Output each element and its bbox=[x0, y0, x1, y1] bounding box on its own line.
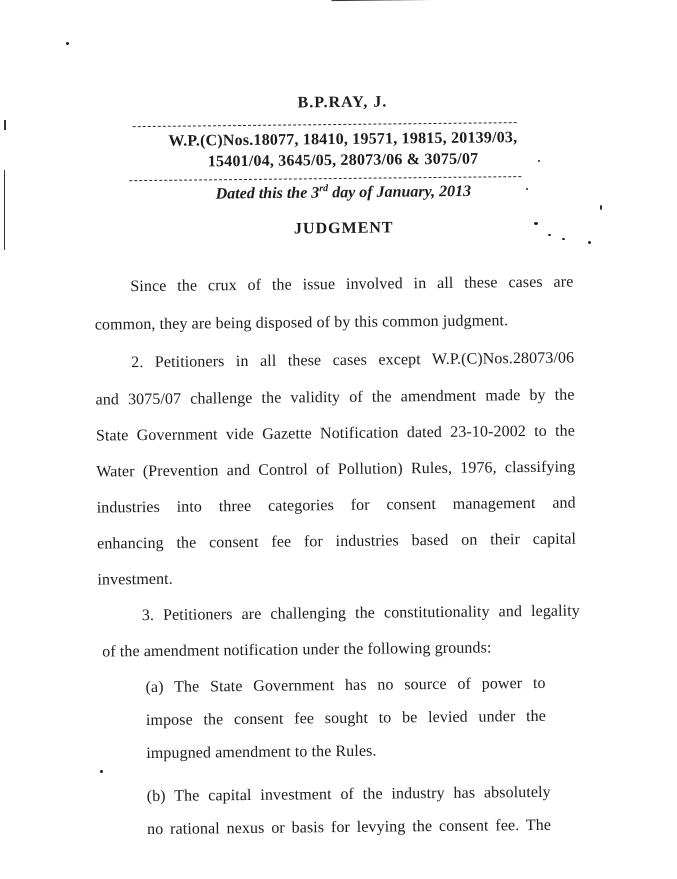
scan-speck bbox=[538, 160, 540, 162]
paragraph-2-line: industries into three categories for consent management and bbox=[96, 494, 576, 517]
judge-name: B.P.RAY, J. bbox=[297, 93, 388, 112]
scan-speck bbox=[600, 205, 602, 210]
paragraph-3-line: of the amendment notification under the following grounds: bbox=[102, 639, 492, 661]
scan-mark bbox=[4, 170, 5, 250]
paragraph-3-line: 3. Petitioners are challenging the constitutionality and legality bbox=[141, 602, 580, 625]
scan-speck bbox=[526, 188, 528, 190]
paragraph-2-line: Water (Prevention and Control of Pollution) Rules, 1976, classifying bbox=[96, 458, 576, 481]
case-numbers-line-1: W.P.(C)Nos.18077, 18410, 19571, 19815, 20139/03, bbox=[168, 129, 518, 150]
ground-a-line: (a) The State Government has no source of power to bbox=[145, 674, 546, 697]
ground-a-line: impugned amendment to the Rules. bbox=[146, 742, 377, 763]
ground-b-line: (b) The capital investment of the industry has absolutely bbox=[146, 783, 551, 806]
scan-speck bbox=[548, 234, 551, 236]
paragraph-1-line: Since the crux of the issue involved in all these cases are bbox=[130, 273, 574, 296]
paragraph-1-line: common, they are being disposed of by this common judgment. bbox=[94, 312, 509, 334]
ground-b-line: no rational nexus or basis for levying the consent fee. The bbox=[146, 816, 552, 839]
paragraph-2-line: and 3075/07 challenge the validity of the amendment made by the bbox=[95, 386, 575, 409]
paragraph-2-line: State Government vide Gazette Notification dated 23-10-2002 to the bbox=[95, 422, 576, 445]
case-numbers-line-2: 15401/04, 3645/05, 28073/06 & 3075/07 bbox=[207, 150, 479, 171]
scan-speck bbox=[562, 238, 565, 240]
scan-speck bbox=[588, 241, 591, 244]
dashed-rule bbox=[133, 122, 517, 127]
paragraph-2-line: enhancing the consent fee for industries based on their capital bbox=[96, 530, 577, 553]
top-rule bbox=[331, 0, 441, 1]
paragraph-2-line: 2. Petitioners in all these cases except W.P.(C)Nos.28073/06 bbox=[131, 349, 575, 372]
scan-mark bbox=[4, 120, 6, 130]
paragraph-2-line: investment. bbox=[97, 570, 173, 589]
judgment-title: JUDGMENT bbox=[293, 219, 394, 238]
scan-speck bbox=[66, 42, 69, 45]
scan-speck bbox=[534, 222, 538, 225]
date-line: Dated this the 3rd day of January, 2013 bbox=[215, 182, 472, 203]
dashed-rule bbox=[129, 176, 521, 181]
scan-speck bbox=[100, 770, 103, 773]
ground-a-line: impose the consent fee sought to be levied under the bbox=[145, 707, 546, 730]
